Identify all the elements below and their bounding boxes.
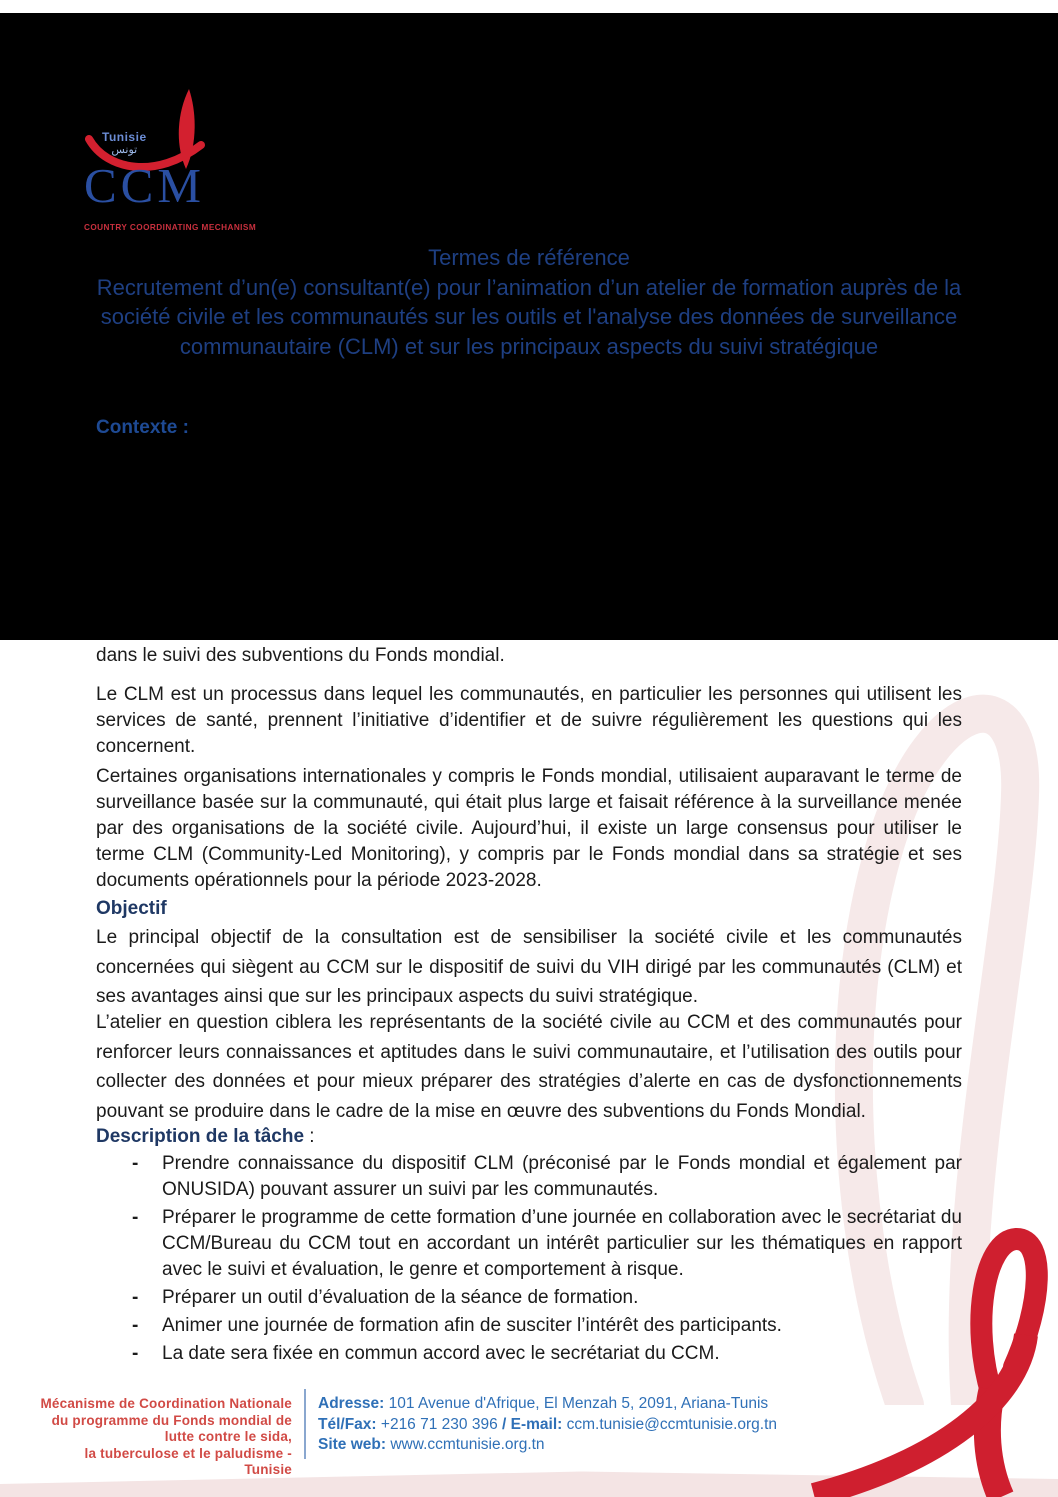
- document-title-rest: Recrutement d’un(e) consultant(e) pour l’animation d’un atelier de formation auprès de la société civile et les communautés sur les outils et l'analyse des données de surveillance communautaire (CLM) et sur les principaux aspects du suivi stratégique: [96, 274, 962, 359]
- footer-web-line: [318, 1435, 878, 1456]
- task-item: - Préparer un outil d’évaluation de la séance de formation.: [130, 1285, 962, 1311]
- footer-telfax-line: [318, 1415, 878, 1436]
- footer-org-line: Mécanisme de Coordination Nationale: [40, 1396, 292, 1411]
- footer-organisation: [40, 1396, 292, 1479]
- footer-contact: [318, 1394, 878, 1456]
- footer-address-line: [318, 1394, 878, 1415]
- email-label: E-mail:: [510, 1415, 563, 1433]
- document-title-line1: Termes de référence: [428, 245, 630, 270]
- paragraph-organisations: Certaines organisations internationales y compris le Fonds mondial, utilisaient auparavant le terme de surveillance basée sur la communauté, qui était plus large et faisait référence à la surveillance menée par des organisations de la société civile. Aujourd’hui, il existe un large consensus pour utiliser le terme CLM (Community-Led Monitoring), y compris par le Fonds mondial dans sa stratégie et ses documents opérationnels pour la période 2023-2028.: [96, 766, 962, 891]
- task-list: [130, 1151, 962, 1369]
- document-title: [96, 243, 962, 361]
- footer-org-line: lutte contre le sida,: [164, 1429, 292, 1444]
- ccm-logo: [84, 83, 264, 248]
- email-value: ccm.tunisie@ccmtunisie.org.tn: [566, 1415, 778, 1433]
- objectif-heading: Objectif: [96, 898, 167, 919]
- logo-subtitle: COUNTRY COORDINATING MECHANISM: [84, 223, 257, 232]
- task-heading-text: Description de la tâche: [96, 1126, 305, 1147]
- address-value: 101 Avenue d'Afrique, El Menzah 5, 2091, Ariana-Tunis: [388, 1395, 769, 1412]
- task-item: - Prendre connaissance du dispositif CLM (préconisé par le Fonds mondial et également par ONUSIDA) pouvant assurer un suivi par les communautés.: [130, 1151, 962, 1203]
- logo-acronym: CCM: [84, 158, 205, 213]
- email-separator: /: [502, 1415, 507, 1433]
- footer-org-line: la tuberculose et le paludisme - Tunisie: [84, 1445, 292, 1477]
- logo-country-label: Tunisie تونس: [102, 130, 147, 156]
- task-heading-colon: :: [304, 1126, 315, 1147]
- task-item: - La date sera fixée en commun accord avec le secrétariat du CCM.: [130, 1341, 962, 1367]
- website-label: Site web:: [318, 1436, 387, 1453]
- objectif-paragraph-2: L’atelier en question ciblera les représentants de la société civile au CCM et des communautés pour renforcer leurs connaissances et aptitudes dans le suivi communautaire, et l’utilisation des outils pour collecter des données et pour mieux préparer des stratégies d’alerte en cas de dysfonctionnements pouvant se produire dans le cadre de la mise en œuvre des subventions du Fonds Mondial.: [96, 1012, 962, 1122]
- context-heading: Contexte :: [96, 417, 189, 438]
- paragraph-partial: dans le suivi des subventions du Fonds mondial.: [96, 645, 505, 666]
- task-item: - Animer une journée de formation afin de susciter l’intérêt des participants.: [130, 1313, 962, 1339]
- paragraph-clm: Le CLM est un processus dans lequel les communautés, en particulier les personnes qui utilisent les services de santé, prennent l’initiative d’identifier et de suivre régulièrement les questions qui les concernent.: [96, 684, 962, 757]
- telfax-label: Tél/Fax:: [318, 1415, 377, 1433]
- objectif-paragraph-1: Le principal objectif de la consultation est de sensibiliser la société civile et les communautés concernées qui siègent au CCM sur le dispositif de suivi du VIH dirigé par les communautés (CLM) et ses avantages ainsi que sur les principaux aspects du suivi stratégique.: [96, 927, 962, 1007]
- task-heading: [96, 1126, 962, 1148]
- header-black-band: [0, 13, 1058, 640]
- task-item: - Préparer le programme de cette formation d’une journée en collaboration avec le secrétariat du CCM/Bureau du CCM tout en accordant un intérêt particulier sur les thématiques en rapport avec le suivi et évaluation, le genre et comportement à risque.: [130, 1205, 962, 1283]
- footer-org-line: du programme du Fonds mondial de: [51, 1412, 292, 1428]
- address-label: Adresse:: [318, 1395, 385, 1412]
- footer-divider: [304, 1389, 306, 1459]
- website-value: www.ccmtunisie.org.tn: [390, 1436, 545, 1453]
- telfax-value: +216 71 230 396: [380, 1415, 498, 1433]
